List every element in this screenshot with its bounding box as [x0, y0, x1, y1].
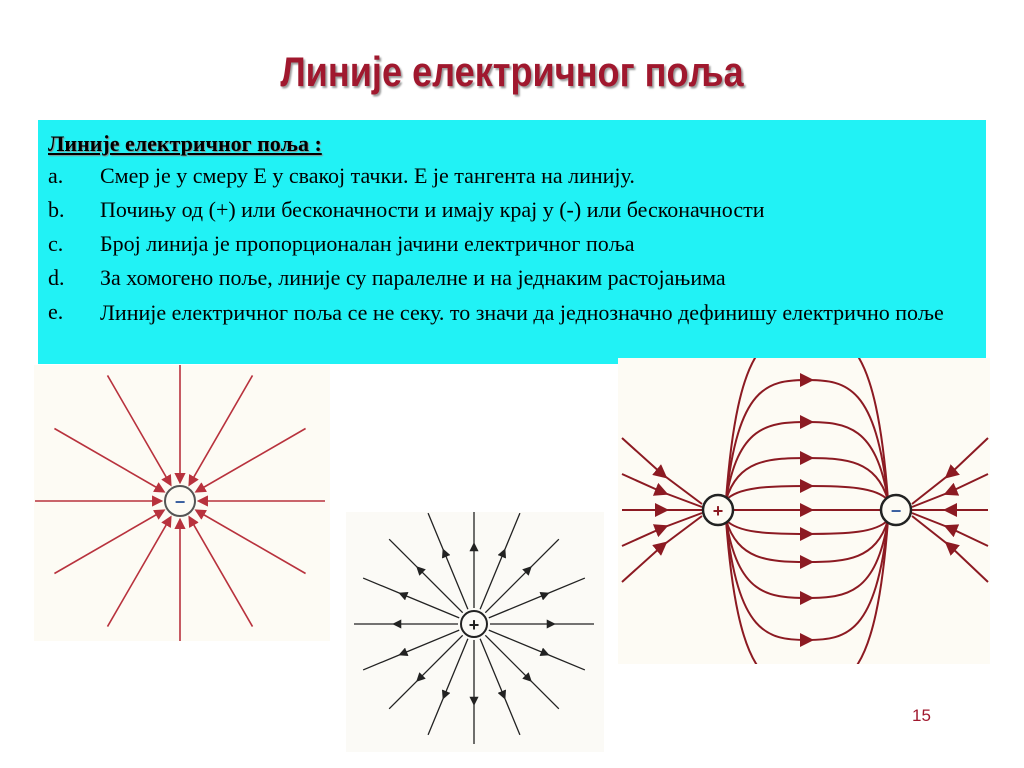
field-line [54, 429, 163, 492]
field-line [912, 438, 988, 504]
list-item [48, 295, 976, 329]
list-text: Смер је у смеру E у свакој тачки. E је тангента на линију. [100, 163, 635, 188]
list-text: Линије електричног поља се не секу. то значи да једнозначно дефинишу електрично поље [100, 300, 944, 325]
list-marker: a. [48, 163, 64, 188]
negative-charge-diagram [34, 365, 330, 641]
positive-sign: + [468, 615, 480, 635]
field-line [622, 474, 702, 507]
field-line [489, 630, 548, 654]
dipole-field-figure [618, 358, 990, 664]
field-line [912, 516, 988, 582]
field-line [531, 539, 559, 567]
dipole-positive-sign: + [712, 501, 724, 521]
field-line [417, 567, 462, 612]
field-line [428, 698, 443, 735]
box-heading: Линије електричног поља : [48, 131, 322, 156]
list-marker: d. [48, 265, 65, 290]
field-line [912, 474, 988, 507]
field-line [196, 511, 305, 574]
field-line [480, 639, 504, 698]
field-line [505, 698, 520, 735]
list-text: За хомогено поље, линије су паралелне и на једнаким растојањима [100, 265, 726, 290]
field-line [190, 375, 253, 484]
field-line [443, 639, 467, 698]
field-line [428, 513, 443, 550]
field-line [912, 513, 988, 546]
field-line [363, 655, 400, 670]
field-line [108, 517, 171, 626]
negative-sign: − [174, 492, 186, 512]
negative-charge-field-figure [34, 365, 330, 641]
field-line [726, 520, 888, 664]
field-line [489, 593, 548, 617]
list-text: Број линија је пропорционалан јачини електричног поља [100, 231, 635, 256]
list-text: Почињу од (+) или бесконачности и имају крај у (-) или бесконачности [100, 197, 765, 222]
field-line [54, 511, 163, 574]
field-line [400, 593, 459, 617]
field-line [505, 513, 520, 550]
list-marker: c. [48, 231, 64, 256]
field-line [363, 578, 400, 593]
list-marker: e. [48, 299, 64, 324]
field-line [443, 550, 467, 609]
field-line [726, 486, 888, 500]
field-line [726, 520, 888, 534]
field-line [622, 513, 702, 546]
dipole-diagram [618, 358, 990, 664]
positive-charge-diagram [346, 512, 604, 752]
field-line [726, 380, 888, 500]
field-line [622, 516, 702, 582]
field-line [548, 578, 585, 593]
dipole-negative-sign: − [890, 501, 902, 521]
field-line [190, 517, 253, 626]
field-line [417, 635, 462, 680]
list-item [48, 261, 976, 295]
field-line [108, 375, 171, 484]
field-line [548, 655, 585, 670]
field-line [485, 635, 530, 680]
positive-charge-field-figure [346, 512, 604, 752]
list-item [48, 193, 976, 227]
field-line [389, 539, 417, 567]
slide-title: Линије електричног поља [280, 48, 744, 95]
list-item [48, 227, 976, 261]
field-line [485, 567, 530, 612]
field-line [622, 438, 702, 504]
field-line [726, 520, 888, 640]
field-line [400, 630, 459, 654]
page-number: 15 [912, 706, 931, 725]
field-line [389, 681, 417, 709]
field-line [726, 520, 888, 562]
field-line [726, 458, 888, 500]
field-line [531, 681, 559, 709]
list-marker: b. [48, 197, 65, 222]
field-line [196, 429, 305, 492]
field-line [480, 550, 504, 609]
list-item [48, 159, 976, 193]
definition-box [38, 120, 986, 364]
